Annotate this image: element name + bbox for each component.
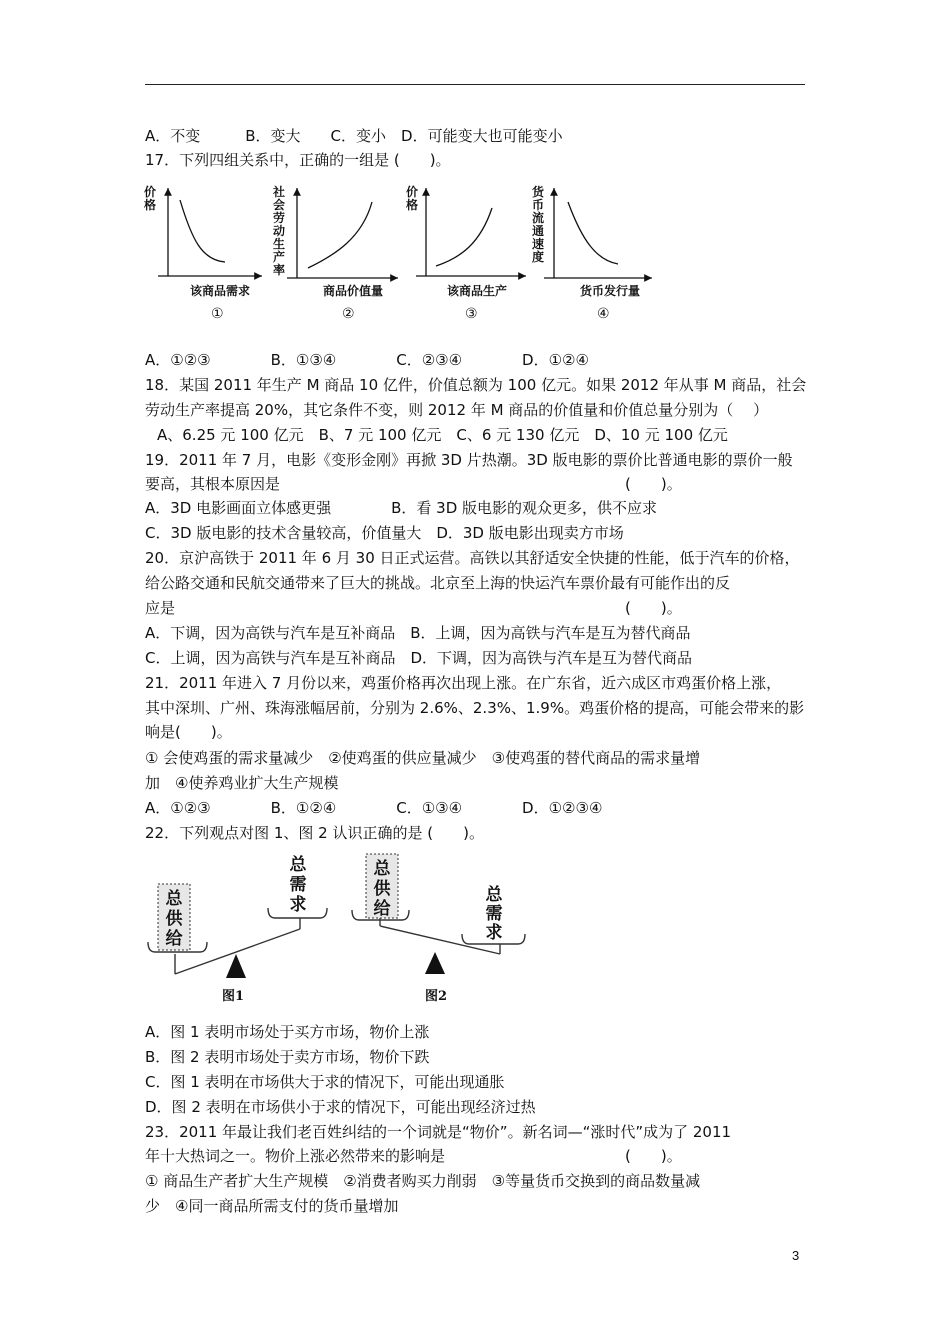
fig1-demand-char-3: 求 xyxy=(289,895,307,915)
q18-options: A、6.25 元 100 亿元 B、7 元 100 亿元 C、6 元 130 亿元 D、10 元 100 亿元 xyxy=(157,426,728,444)
graph-3-xlabel: 该商品生产 xyxy=(447,284,508,298)
graph-4-number: ④ xyxy=(597,306,610,322)
q21-items-1: ① 会使鸡蛋的需求量减少 ②使鸡蛋的供应量减少 ③使鸡蛋的替代商品的需求量增 xyxy=(145,749,701,767)
fig1-caption: 图1 xyxy=(222,989,245,1004)
fig1-supply-char-3: 给 xyxy=(165,929,183,949)
q23-line-1: 23．2011 年最让我们老百姓纠结的一个词就是“物价”。新名词—“涨时代”成为了 2011 xyxy=(145,1123,732,1141)
q19-line-1: 19．2011 年 7 月，电影《变形金刚》再掀 3D 片热潮。3D 版电影的票价比普通电影的票价一般 xyxy=(145,451,793,469)
graph-1 xyxy=(144,184,262,322)
fig1-demand-char-1: 总 xyxy=(289,855,307,875)
q21-line-2: 其中深圳、广州、珠海涨幅居前，分别为 2.6%、2.3%、1.9%。鸡蛋价格的提高，可能会带来的影 xyxy=(145,699,805,717)
graph-3 xyxy=(406,184,526,322)
q23-items-1: ① 商品生产者扩大生产规模 ②消费者购买力削弱 ③等量货币交换到的商品数量减 xyxy=(145,1172,701,1190)
q22-option-b: B．图 2 表明市场处于卖方市场，物价下跌 xyxy=(145,1048,430,1066)
graph-3-number: ③ xyxy=(465,306,478,322)
fig2-demand-char-2: 需 xyxy=(485,904,503,924)
graph-1-number: ① xyxy=(211,306,224,322)
q17-graphs xyxy=(140,180,660,325)
graph-2-number: ② xyxy=(342,306,355,322)
q18-line-1: 18．某国 2011 年生产 M 商品 10 亿件，价值总额为 100 亿元。如果 2012 年从事 M 商品，社会 xyxy=(145,376,807,394)
fig2-demand-char-1: 总 xyxy=(485,885,503,905)
header-rule xyxy=(145,84,805,85)
q17-options: A．①②③ B．①③④ C．②③④ D．①②④ xyxy=(145,351,589,369)
fig2-fulcrum xyxy=(425,952,445,974)
fig1-supply-char-1: 总 xyxy=(165,889,183,909)
fig2-supply-char-3: 给 xyxy=(373,899,391,919)
q20-options-ab: A．下调，因为高铁与汽车是互补商品 B．上调，因为高铁与汽车是互为替代商品 xyxy=(145,624,691,642)
fig2-supply-char-1: 总 xyxy=(373,859,391,879)
q17-stem: 17．下列四组关系中，正确的一组是 ( )。 xyxy=(145,151,451,169)
graph-4-xlabel: 货币发行量 xyxy=(580,284,641,298)
fig2-demand-char-3: 求 xyxy=(485,923,503,943)
q23-items-2: 少 ④同一商品所需支付的货币量增加 xyxy=(145,1197,399,1215)
q18-line-2: 劳动生产率提高 20%，其它条件不变，则 2012 年 M 商品的价值量和价值总量分别为（ ） xyxy=(145,401,769,419)
graph-2-xlabel: 商品价值量 xyxy=(323,284,384,298)
q21-line-3: 响是( )。 xyxy=(145,723,232,741)
q19-options-cd: C．3D 版电影的技术含量较高，价值量大 D．3D 版电影出现卖方市场 xyxy=(145,524,624,542)
q21-options: A．①②③ B．①②④ C．①③④ D．①②③④ xyxy=(145,799,603,817)
q23-line-2: 年十大热词之一。物价上涨必然带来的影响是 ( )。 xyxy=(145,1147,682,1165)
fig2-supply-char-2: 供 xyxy=(373,879,391,899)
graph-3-ylabel: 价格 xyxy=(406,185,419,212)
q19-options-ab: A．3D 电影画面立体感更强 B．看 3D 版电影的观众更多，供不应求 xyxy=(145,499,658,517)
q20-line-2: 给公路交通和民航交通带来了巨大的挑战。北京至上海的快运汽车票价最有可能作出的反 xyxy=(145,574,731,592)
graph-1-xlabel: 该商品需求 xyxy=(190,284,251,298)
fig1-supply-char-2: 供 xyxy=(165,909,183,929)
q20-options-cd: C．上调，因为高铁与汽车是互补商品 D．下调，因为高铁与汽车是互为替代商品 xyxy=(145,649,693,667)
q20-line-1: 20．京沪高铁于 2011 年 6 月 30 日正式运营。高铁以其舒适安全快捷的性能，低于汽车的价格， xyxy=(145,549,800,567)
fig1-fulcrum xyxy=(226,954,246,978)
graph-4-ylabel: 货币流通速度 xyxy=(532,185,545,264)
q22-option-d: D．图 2 表明在市场供小于求的情况下，可能出现经济过热 xyxy=(145,1098,536,1116)
q20-line-3: 应是 ( )。 xyxy=(145,599,682,617)
q21-line-1: 21．2011 年进入 7 月份以来，鸡蛋价格再次出现上涨。在广东省，近六成区市鸡蛋价格上涨， xyxy=(145,674,782,692)
figure-2 xyxy=(352,854,525,1004)
page-number: 3 xyxy=(792,1248,800,1263)
q22-balance-figures xyxy=(140,846,540,1016)
figure-1 xyxy=(148,854,327,1004)
graph-2-ylabel: 社会劳动生产率 xyxy=(273,185,286,277)
fig2-caption: 图2 xyxy=(425,989,448,1004)
q22-option-a: A．图 1 表明市场处于买方市场，物价上涨 xyxy=(145,1023,430,1041)
graph-1-ylabel: 价格 xyxy=(144,185,157,212)
q22-option-c: C．图 1 表明在市场供大于求的情况下，可能出现通胀 xyxy=(145,1073,505,1091)
graph-2 xyxy=(272,184,398,322)
fig1-demand-char-2: 需 xyxy=(289,875,307,895)
q16-options: A．不变 B．变大 C．变小 D．可能变大也可能变小 xyxy=(145,127,563,145)
q19-line-2: 要高，其根本原因是 ( )。 xyxy=(145,475,682,493)
q22-stem: 22．下列观点对图 1、图 2 认识正确的是 ( )。 xyxy=(145,824,484,842)
graph-4 xyxy=(532,184,652,322)
q21-items-2: 加 ④使养鸡业扩大生产规模 xyxy=(145,774,339,792)
